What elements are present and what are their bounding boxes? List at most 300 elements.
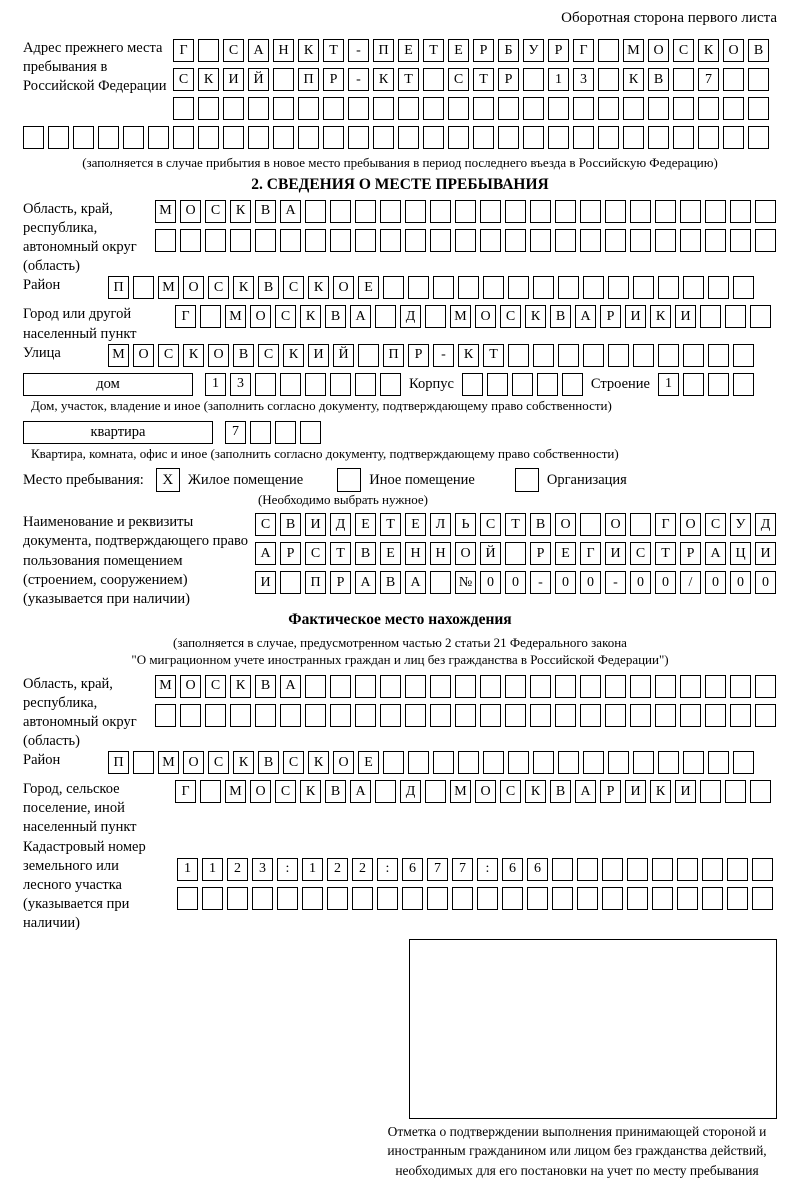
- char-box[interactable]: Н: [430, 542, 451, 565]
- char-box[interactable]: [512, 373, 533, 396]
- char-box[interactable]: К: [525, 305, 546, 328]
- char-box[interactable]: [455, 229, 476, 252]
- char-box[interactable]: [205, 704, 226, 727]
- char-box[interactable]: О: [250, 780, 271, 803]
- char-box[interactable]: [580, 513, 601, 536]
- char-box[interactable]: С: [630, 542, 651, 565]
- char-box[interactable]: К: [183, 344, 204, 367]
- char-box[interactable]: [508, 344, 529, 367]
- char-box[interactable]: 1: [202, 858, 223, 881]
- char-box[interactable]: [752, 858, 773, 881]
- char-box[interactable]: [555, 704, 576, 727]
- char-box[interactable]: [408, 751, 429, 774]
- char-box[interactable]: А: [575, 305, 596, 328]
- char-box[interactable]: С: [275, 780, 296, 803]
- char-box[interactable]: [458, 276, 479, 299]
- char-box[interactable]: В: [530, 513, 551, 536]
- char-box[interactable]: И: [255, 571, 276, 594]
- char-box[interactable]: 1: [205, 373, 226, 396]
- char-box[interactable]: [733, 276, 754, 299]
- char-box[interactable]: [580, 200, 601, 223]
- char-box[interactable]: [348, 97, 369, 120]
- char-box[interactable]: [655, 675, 676, 698]
- char-box[interactable]: [730, 704, 751, 727]
- char-box[interactable]: Р: [323, 68, 344, 91]
- char-box[interactable]: [577, 887, 598, 910]
- char-box[interactable]: [555, 675, 576, 698]
- char-box[interactable]: Н: [405, 542, 426, 565]
- char-box[interactable]: [680, 704, 701, 727]
- char-box[interactable]: С: [305, 542, 326, 565]
- char-box[interactable]: [252, 887, 273, 910]
- char-box[interactable]: В: [280, 513, 301, 536]
- char-box[interactable]: [425, 780, 446, 803]
- char-box[interactable]: [698, 126, 719, 149]
- char-box[interactable]: [658, 344, 679, 367]
- char-box[interactable]: [173, 126, 194, 149]
- char-box[interactable]: С: [173, 68, 194, 91]
- char-box[interactable]: [375, 780, 396, 803]
- char-box[interactable]: У: [730, 513, 751, 536]
- char-box[interactable]: К: [298, 39, 319, 62]
- char-box[interactable]: О: [475, 305, 496, 328]
- char-box[interactable]: [483, 751, 504, 774]
- char-box[interactable]: [537, 373, 558, 396]
- char-box[interactable]: [533, 276, 554, 299]
- char-box[interactable]: К: [650, 305, 671, 328]
- char-box[interactable]: Г: [175, 305, 196, 328]
- char-box[interactable]: [480, 675, 501, 698]
- char-box[interactable]: С: [480, 513, 501, 536]
- char-box[interactable]: [302, 887, 323, 910]
- char-box[interactable]: [248, 126, 269, 149]
- char-box[interactable]: [580, 229, 601, 252]
- char-box[interactable]: [383, 751, 404, 774]
- char-box[interactable]: М: [225, 780, 246, 803]
- char-box[interactable]: [630, 513, 651, 536]
- char-box[interactable]: [305, 675, 326, 698]
- char-box[interactable]: [423, 97, 444, 120]
- char-box[interactable]: [730, 229, 751, 252]
- char-box[interactable]: 7: [698, 68, 719, 91]
- char-box[interactable]: [223, 97, 244, 120]
- char-box[interactable]: [505, 229, 526, 252]
- char-box[interactable]: [673, 68, 694, 91]
- char-box[interactable]: [552, 858, 573, 881]
- char-box[interactable]: [430, 704, 451, 727]
- char-box[interactable]: [700, 305, 721, 328]
- char-box[interactable]: [380, 229, 401, 252]
- char-box[interactable]: С: [673, 39, 694, 62]
- char-box[interactable]: С: [208, 751, 229, 774]
- char-box[interactable]: 1: [302, 858, 323, 881]
- char-box[interactable]: 0: [705, 571, 726, 594]
- char-box[interactable]: [505, 542, 526, 565]
- char-box[interactable]: [377, 887, 398, 910]
- char-box[interactable]: М: [108, 344, 129, 367]
- char-box[interactable]: Е: [358, 751, 379, 774]
- char-box[interactable]: О: [133, 344, 154, 367]
- char-box[interactable]: [608, 276, 629, 299]
- char-box[interactable]: [227, 887, 248, 910]
- char-box[interactable]: К: [233, 751, 254, 774]
- char-box[interactable]: [530, 704, 551, 727]
- char-box[interactable]: [180, 229, 201, 252]
- char-box[interactable]: К: [283, 344, 304, 367]
- char-box[interactable]: 3: [573, 68, 594, 91]
- char-box[interactable]: [555, 200, 576, 223]
- char-box[interactable]: [255, 373, 276, 396]
- char-box[interactable]: М: [225, 305, 246, 328]
- char-box[interactable]: О: [180, 200, 201, 223]
- char-box[interactable]: [708, 373, 729, 396]
- char-box[interactable]: П: [108, 751, 129, 774]
- char-box[interactable]: [573, 97, 594, 120]
- char-box[interactable]: [530, 200, 551, 223]
- char-box[interactable]: 0: [655, 571, 676, 594]
- char-box[interactable]: С: [448, 68, 469, 91]
- char-box[interactable]: [248, 97, 269, 120]
- char-box[interactable]: [558, 751, 579, 774]
- char-box[interactable]: А: [248, 39, 269, 62]
- char-box[interactable]: [555, 229, 576, 252]
- char-box[interactable]: [605, 229, 626, 252]
- char-box[interactable]: И: [755, 542, 776, 565]
- char-box[interactable]: Й: [248, 68, 269, 91]
- char-box[interactable]: [658, 751, 679, 774]
- char-box[interactable]: -: [433, 344, 454, 367]
- char-box[interactable]: [177, 887, 198, 910]
- char-box[interactable]: [323, 126, 344, 149]
- char-box[interactable]: Т: [473, 68, 494, 91]
- char-box[interactable]: [330, 373, 351, 396]
- char-box[interactable]: [583, 276, 604, 299]
- char-box[interactable]: [683, 751, 704, 774]
- char-box[interactable]: К: [458, 344, 479, 367]
- char-box[interactable]: [527, 887, 548, 910]
- char-box[interactable]: П: [373, 39, 394, 62]
- char-box[interactable]: [725, 780, 746, 803]
- char-box[interactable]: Д: [400, 780, 421, 803]
- char-box[interactable]: Р: [680, 542, 701, 565]
- char-box[interactable]: [633, 344, 654, 367]
- char-box[interactable]: С: [500, 780, 521, 803]
- char-box[interactable]: [700, 780, 721, 803]
- char-box[interactable]: В: [255, 675, 276, 698]
- char-box[interactable]: В: [325, 780, 346, 803]
- char-box[interactable]: [755, 229, 776, 252]
- char-box[interactable]: [380, 200, 401, 223]
- char-box[interactable]: В: [233, 344, 254, 367]
- char-box[interactable]: [380, 373, 401, 396]
- char-box[interactable]: А: [355, 571, 376, 594]
- char-box[interactable]: 7: [225, 421, 246, 444]
- char-box[interactable]: 6: [527, 858, 548, 881]
- char-box[interactable]: [448, 126, 469, 149]
- char-box[interactable]: О: [555, 513, 576, 536]
- char-box[interactable]: [523, 68, 544, 91]
- char-box[interactable]: :: [277, 858, 298, 881]
- char-box[interactable]: 0: [555, 571, 576, 594]
- char-box[interactable]: [355, 200, 376, 223]
- char-box[interactable]: К: [300, 305, 321, 328]
- char-box[interactable]: [723, 68, 744, 91]
- char-box[interactable]: [230, 704, 251, 727]
- char-box[interactable]: В: [258, 751, 279, 774]
- char-box[interactable]: [423, 126, 444, 149]
- char-box[interactable]: И: [308, 344, 329, 367]
- char-box[interactable]: [530, 675, 551, 698]
- char-box[interactable]: П: [298, 68, 319, 91]
- char-box[interactable]: М: [450, 780, 471, 803]
- char-box[interactable]: [280, 704, 301, 727]
- char-box[interactable]: О: [455, 542, 476, 565]
- char-box[interactable]: О: [208, 344, 229, 367]
- char-box[interactable]: [355, 675, 376, 698]
- char-box[interactable]: [330, 200, 351, 223]
- char-box[interactable]: [275, 421, 296, 444]
- char-box[interactable]: [198, 97, 219, 120]
- char-box[interactable]: [280, 229, 301, 252]
- char-box[interactable]: 0: [630, 571, 651, 594]
- char-box[interactable]: Т: [483, 344, 504, 367]
- char-box[interactable]: [552, 887, 573, 910]
- char-box[interactable]: И: [223, 68, 244, 91]
- char-box[interactable]: С: [275, 305, 296, 328]
- char-box[interactable]: С: [283, 276, 304, 299]
- char-box[interactable]: [323, 97, 344, 120]
- char-box[interactable]: [427, 887, 448, 910]
- char-box[interactable]: С: [258, 344, 279, 367]
- char-box[interactable]: О: [723, 39, 744, 62]
- char-box[interactable]: [680, 229, 701, 252]
- char-box[interactable]: 3: [230, 373, 251, 396]
- char-box[interactable]: А: [350, 780, 371, 803]
- char-box[interactable]: [448, 97, 469, 120]
- char-box[interactable]: Д: [400, 305, 421, 328]
- char-box[interactable]: [708, 276, 729, 299]
- char-box[interactable]: [230, 229, 251, 252]
- char-box[interactable]: [383, 276, 404, 299]
- char-box[interactable]: Г: [175, 780, 196, 803]
- char-box[interactable]: [702, 887, 723, 910]
- char-box[interactable]: К: [525, 780, 546, 803]
- char-box[interactable]: [280, 373, 301, 396]
- char-box[interactable]: Р: [600, 305, 621, 328]
- char-box[interactable]: К: [308, 276, 329, 299]
- char-box[interactable]: Б: [498, 39, 519, 62]
- char-box[interactable]: [273, 126, 294, 149]
- char-box[interactable]: В: [255, 200, 276, 223]
- char-box[interactable]: [755, 704, 776, 727]
- char-box[interactable]: [530, 229, 551, 252]
- char-box[interactable]: [430, 229, 451, 252]
- char-box[interactable]: [748, 97, 769, 120]
- char-box[interactable]: [348, 126, 369, 149]
- char-box[interactable]: Г: [573, 39, 594, 62]
- char-box[interactable]: [405, 704, 426, 727]
- char-box[interactable]: [483, 276, 504, 299]
- char-box[interactable]: [502, 887, 523, 910]
- char-box[interactable]: [23, 126, 44, 149]
- char-box[interactable]: 0: [505, 571, 526, 594]
- char-box[interactable]: [358, 344, 379, 367]
- char-box[interactable]: [473, 126, 494, 149]
- char-box[interactable]: В: [380, 571, 401, 594]
- char-box[interactable]: [627, 887, 648, 910]
- char-box[interactable]: [623, 97, 644, 120]
- char-box[interactable]: [430, 675, 451, 698]
- char-box[interactable]: [458, 751, 479, 774]
- char-box[interactable]: [452, 887, 473, 910]
- char-box[interactable]: Р: [548, 39, 569, 62]
- char-box[interactable]: [433, 276, 454, 299]
- char-box[interactable]: О: [475, 780, 496, 803]
- char-box[interactable]: [755, 675, 776, 698]
- char-box[interactable]: [250, 421, 271, 444]
- char-box[interactable]: О: [680, 513, 701, 536]
- char-box[interactable]: Е: [405, 513, 426, 536]
- char-box[interactable]: [330, 229, 351, 252]
- char-box[interactable]: В: [550, 305, 571, 328]
- char-box[interactable]: [733, 751, 754, 774]
- char-box[interactable]: [480, 229, 501, 252]
- char-box[interactable]: О: [183, 276, 204, 299]
- char-box[interactable]: А: [705, 542, 726, 565]
- char-box[interactable]: [398, 126, 419, 149]
- char-box[interactable]: [505, 200, 526, 223]
- char-box[interactable]: С: [500, 305, 521, 328]
- char-box[interactable]: [727, 887, 748, 910]
- char-box[interactable]: [727, 858, 748, 881]
- char-box[interactable]: [580, 675, 601, 698]
- char-box[interactable]: Т: [505, 513, 526, 536]
- char-box[interactable]: [455, 675, 476, 698]
- char-box[interactable]: -: [605, 571, 626, 594]
- char-box[interactable]: [305, 704, 326, 727]
- char-box[interactable]: [198, 39, 219, 62]
- char-box[interactable]: [755, 200, 776, 223]
- char-box[interactable]: [423, 68, 444, 91]
- char-box[interactable]: [373, 97, 394, 120]
- char-box[interactable]: [605, 200, 626, 223]
- char-box[interactable]: П: [108, 276, 129, 299]
- char-box[interactable]: [462, 373, 483, 396]
- char-box[interactable]: М: [623, 39, 644, 62]
- char-box[interactable]: [480, 200, 501, 223]
- char-box[interactable]: С: [705, 513, 726, 536]
- char-box[interactable]: Д: [755, 513, 776, 536]
- char-box[interactable]: [355, 229, 376, 252]
- char-box[interactable]: [280, 571, 301, 594]
- char-box[interactable]: И: [625, 780, 646, 803]
- char-box[interactable]: [148, 126, 169, 149]
- char-box[interactable]: [327, 887, 348, 910]
- char-box[interactable]: [562, 373, 583, 396]
- char-box[interactable]: [683, 373, 704, 396]
- char-box[interactable]: [255, 229, 276, 252]
- char-box[interactable]: [300, 421, 321, 444]
- char-box[interactable]: К: [233, 276, 254, 299]
- char-box[interactable]: [533, 344, 554, 367]
- char-box[interactable]: [730, 675, 751, 698]
- char-box[interactable]: :: [377, 858, 398, 881]
- char-box[interactable]: [298, 97, 319, 120]
- char-box[interactable]: [330, 704, 351, 727]
- char-box[interactable]: Е: [398, 39, 419, 62]
- char-box[interactable]: Л: [430, 513, 451, 536]
- char-box[interactable]: [623, 126, 644, 149]
- char-box[interactable]: [723, 97, 744, 120]
- char-box[interactable]: [375, 305, 396, 328]
- char-box[interactable]: [477, 887, 498, 910]
- char-box[interactable]: [705, 704, 726, 727]
- char-box[interactable]: Й: [480, 542, 501, 565]
- char-box[interactable]: 1: [177, 858, 198, 881]
- char-box[interactable]: 7: [452, 858, 473, 881]
- house-type-field[interactable]: дом: [23, 373, 193, 396]
- char-box[interactable]: [605, 675, 626, 698]
- char-box[interactable]: [133, 751, 154, 774]
- char-box[interactable]: [198, 126, 219, 149]
- char-box[interactable]: Й: [333, 344, 354, 367]
- char-box[interactable]: [405, 200, 426, 223]
- char-box[interactable]: Н: [273, 39, 294, 62]
- char-box[interactable]: О: [333, 751, 354, 774]
- char-box[interactable]: [200, 305, 221, 328]
- char-box[interactable]: Г: [580, 542, 601, 565]
- char-box[interactable]: О: [648, 39, 669, 62]
- char-box[interactable]: В: [748, 39, 769, 62]
- char-box[interactable]: Т: [398, 68, 419, 91]
- char-box[interactable]: [455, 704, 476, 727]
- char-box[interactable]: [658, 276, 679, 299]
- char-box[interactable]: [173, 97, 194, 120]
- char-box[interactable]: [580, 704, 601, 727]
- char-box[interactable]: [598, 126, 619, 149]
- char-box[interactable]: [352, 887, 373, 910]
- char-box[interactable]: [683, 344, 704, 367]
- char-box[interactable]: [305, 229, 326, 252]
- char-box[interactable]: [750, 780, 771, 803]
- char-box[interactable]: С: [255, 513, 276, 536]
- char-box[interactable]: [533, 751, 554, 774]
- char-box[interactable]: 1: [658, 373, 679, 396]
- char-box[interactable]: [548, 126, 569, 149]
- char-box[interactable]: [633, 751, 654, 774]
- char-box[interactable]: К: [308, 751, 329, 774]
- char-box[interactable]: -: [348, 68, 369, 91]
- char-box[interactable]: [505, 704, 526, 727]
- char-box[interactable]: [505, 675, 526, 698]
- char-box[interactable]: [373, 126, 394, 149]
- char-box[interactable]: [133, 276, 154, 299]
- char-box[interactable]: Г: [173, 39, 194, 62]
- char-box[interactable]: [673, 126, 694, 149]
- char-box[interactable]: 7: [427, 858, 448, 881]
- char-box[interactable]: [648, 126, 669, 149]
- char-box[interactable]: О: [605, 513, 626, 536]
- char-box[interactable]: [180, 704, 201, 727]
- char-box[interactable]: [698, 97, 719, 120]
- char-box[interactable]: 3: [252, 858, 273, 881]
- char-box[interactable]: 6: [402, 858, 423, 881]
- char-box[interactable]: [750, 305, 771, 328]
- char-box[interactable]: 0: [480, 571, 501, 594]
- char-box[interactable]: [330, 675, 351, 698]
- char-box[interactable]: С: [283, 751, 304, 774]
- char-box[interactable]: [398, 97, 419, 120]
